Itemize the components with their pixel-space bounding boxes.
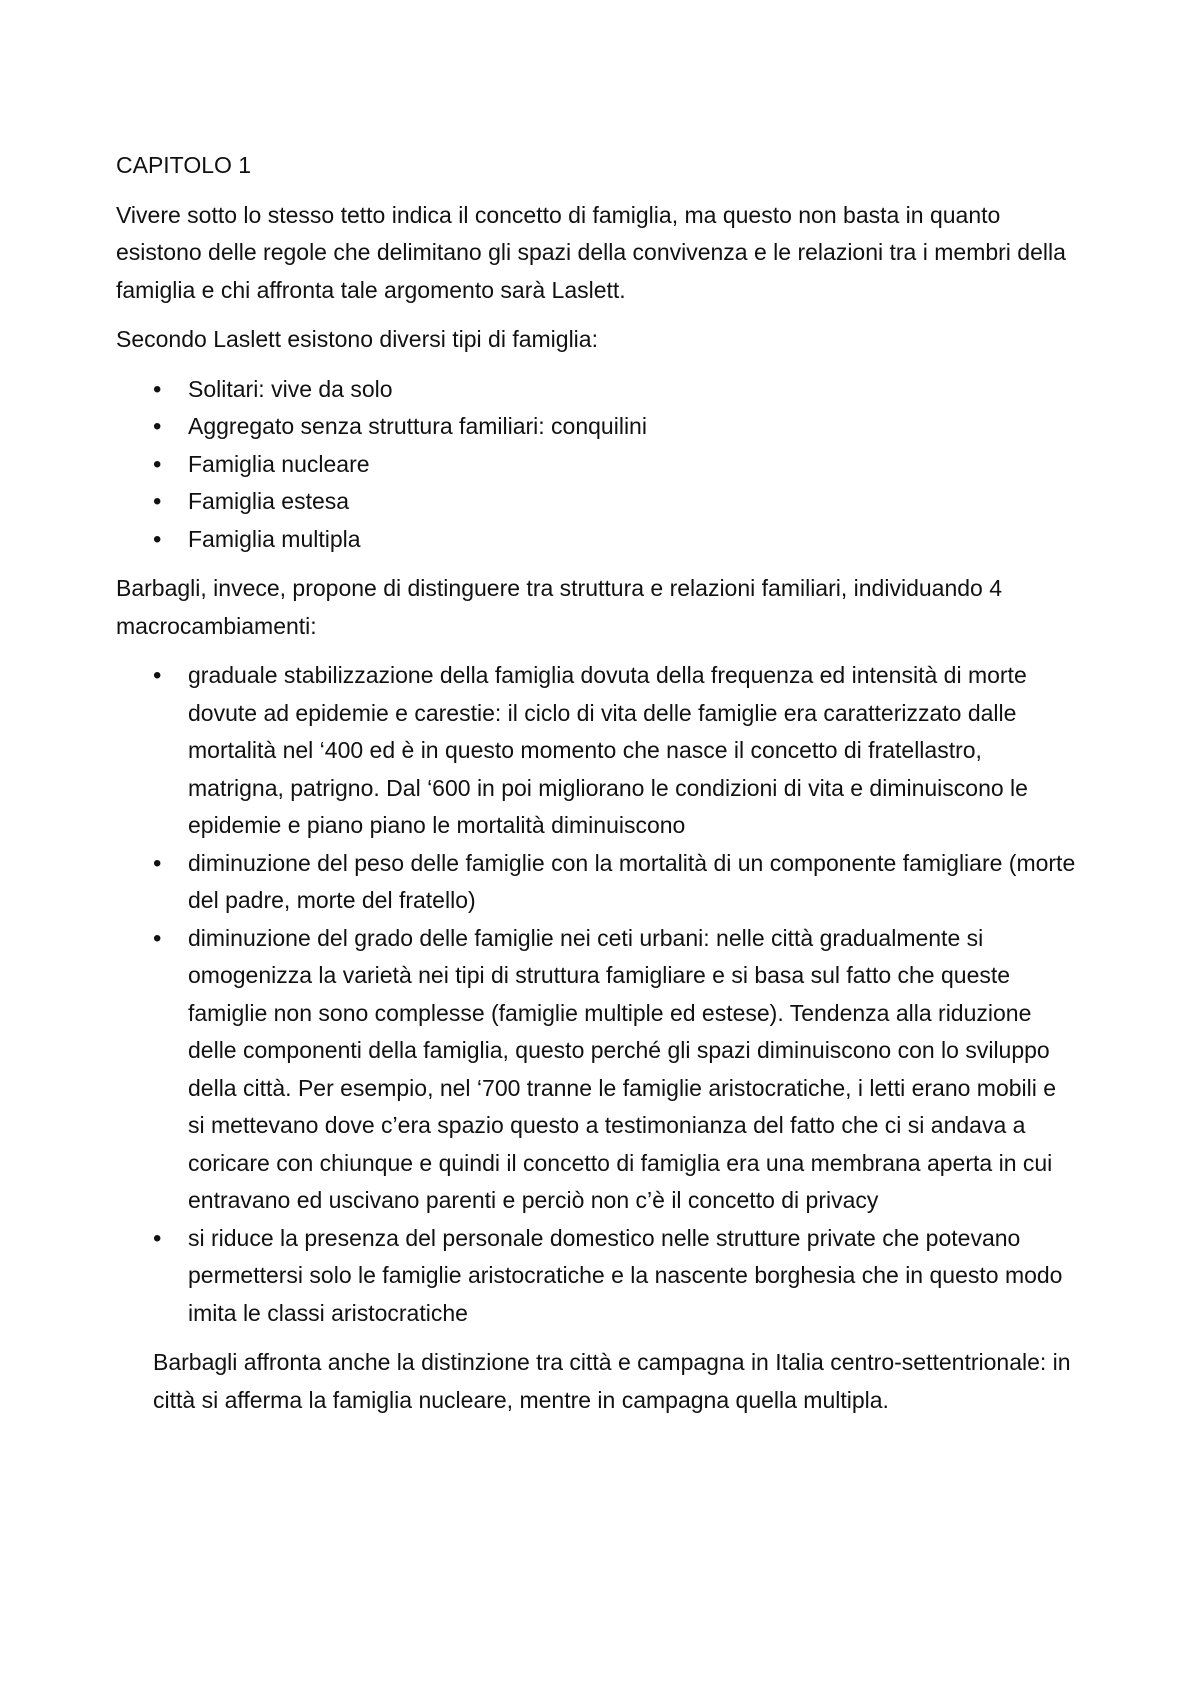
list-item: • si riduce la presenza del personale domestico nelle strutture private che potevano permettersi solo le famiglie aristocratiche e la nascente borghesia che in questo modo imita le classi aristocratiche [116, 1220, 1076, 1333]
macro-changes-list [116, 657, 1076, 1332]
list-item: • Famiglia multipla [116, 521, 1076, 559]
list-item: • diminuzione del peso delle famiglie con la mortalità di un componente famigliare (morte del padre, morte del fratello) [116, 845, 1076, 920]
list-item: • Famiglia estesa [116, 483, 1076, 521]
document-body [116, 147, 1076, 1431]
list-item: • diminuzione del grado delle famiglie nei ceti urbani: nelle città gradualmente si omogenizza la varietà nei tipi di struttura famigliare e si basa sul fatto che queste famiglie non sono complesse (famiglie multiple ed estese). Tendenza alla riduzione delle componenti della famiglia, questo perché gli spazi diminuiscono con lo sviluppo della città. Per esempio, nel ‘700 tranne le famiglie aristocratiche, i letti erano mobili e si mettevano dove c’era spazio questo a testimonianza del fatto che ci si andava a coricare con chiunque e quindi il concetto di famiglia era una membrana aperta in cui entravano ed uscivano parenti e perciò non c’è il concetto di privacy [116, 920, 1076, 1220]
laslett-paragraph: Secondo Laslett esistono diversi tipi di famiglia: [116, 326, 598, 352]
barbagli-paragraph: Barbagli, invece, propone di distinguere tra struttura e relazioni familiari, individuando 4 macrocambiamenti: [116, 575, 1002, 639]
city-countryside-paragraph: Barbagli affronta anche la distinzione tra città e campagna in Italia centro-settentrionale: in città si afferma la famiglia nucleare, mentre in campagna quella multipla. [153, 1349, 1071, 1413]
intro-paragraph: Vivere sotto lo stesso tetto indica il concetto di famiglia, ma questo non basta in quanto esistono delle regole che delimitano gli spazi della convivenza e le relazioni tra i membri della famiglia e chi affronta tale argomento sarà Laslett. [116, 201, 1066, 303]
list-item: • Famiglia nucleare [116, 446, 1076, 484]
list-item: • Solitari: vive da solo [116, 371, 1076, 409]
family-types-list [116, 371, 1076, 559]
list-item: • Aggregato senza struttura familiari: conquilini [116, 408, 1076, 446]
chapter-heading: CAPITOLO 1 [116, 152, 252, 178]
list-item: • graduale stabilizzazione della famiglia dovuta della frequenza ed intensità di morte dovute ad epidemie e carestie: il ciclo di vita delle famiglie era caratterizzato dalle mortalità nel ‘400 ed è in questo momento che nasce il concetto di fratellastro, matrigna, patrigno. Dal ‘600 in poi migliorano le condizioni di vita e diminuiscono le epidemie e piano piano le mortalità diminuiscono [116, 657, 1076, 845]
